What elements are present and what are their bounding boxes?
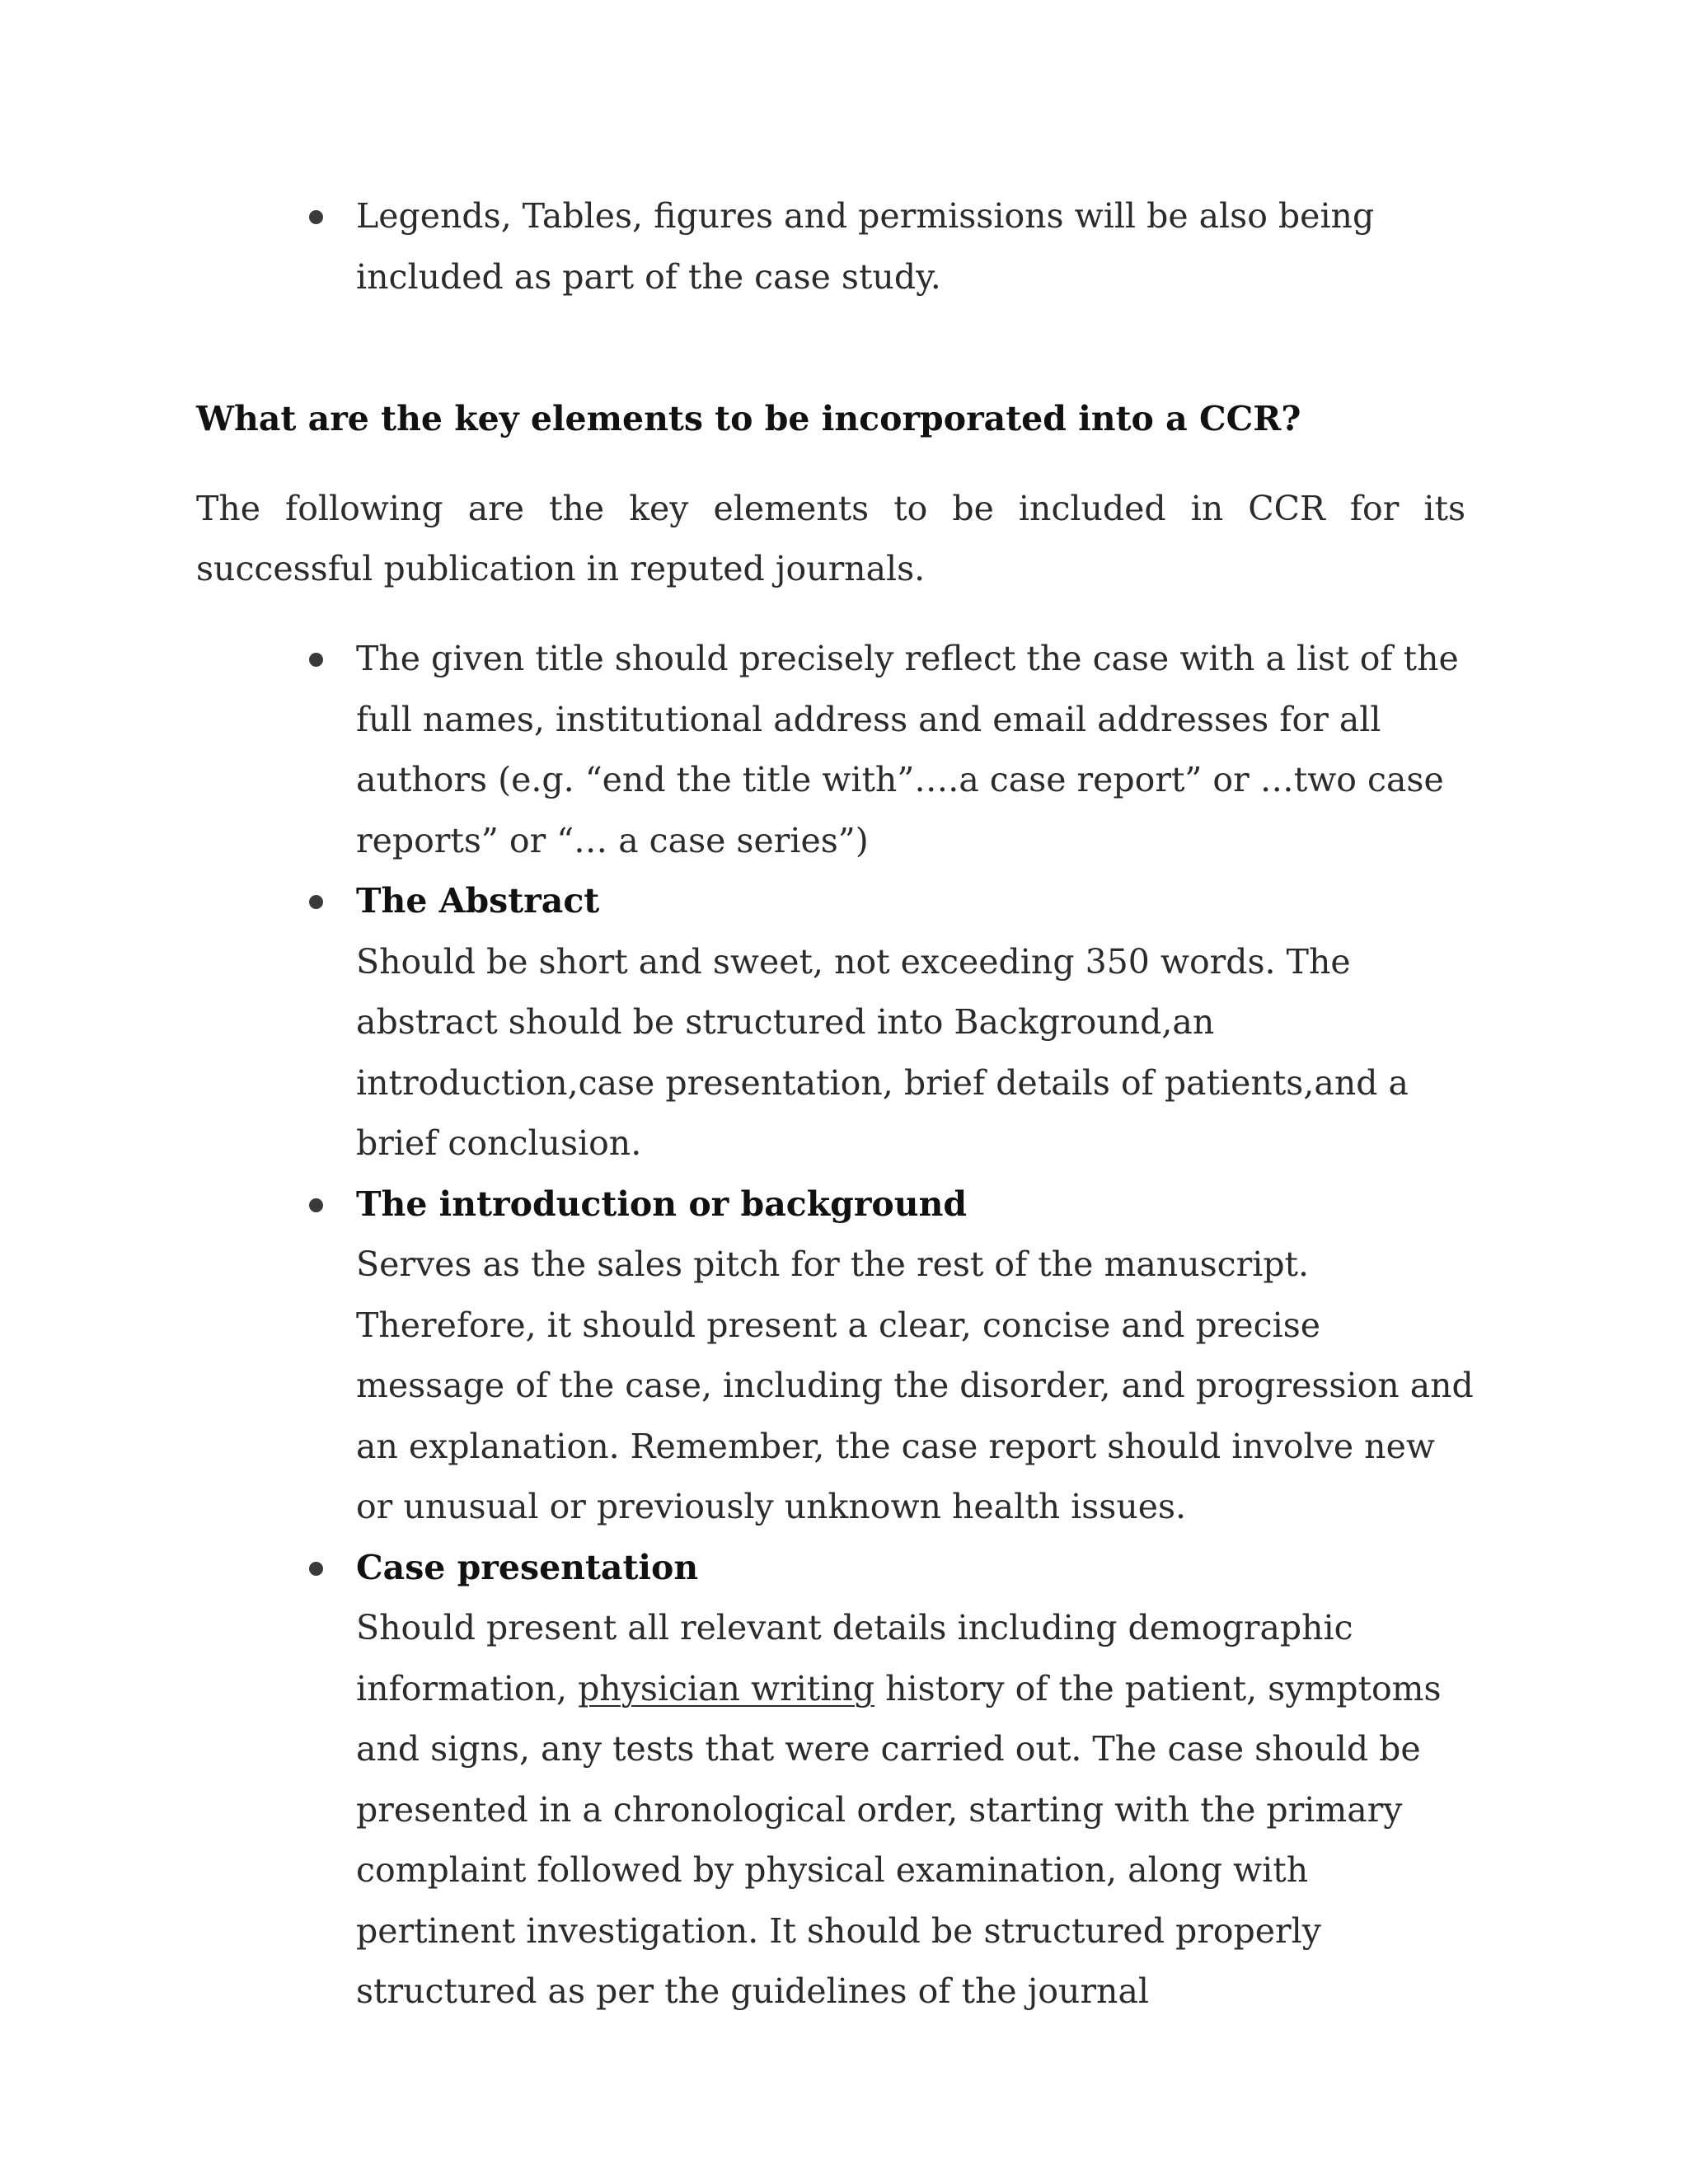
bullet-icon <box>309 210 323 224</box>
bullet-icon <box>309 1198 323 1212</box>
list-item-abstract <box>356 871 1477 1174</box>
body-suffix: history of the patient, symptoms and signs, any tests that were carried out. The case should be presented in a chronological order, starting with the primary complaint followed by physical examination, along with pertinent investigation. It should be structured properly structured as per the guidelines of the journal <box>356 1668 1442 2011</box>
key-elements-list <box>356 629 1477 2022</box>
intro-paragraph: The following are the key elements to be included in CCR for its successful publication in reputed journals. <box>196 489 1465 588</box>
list-item-heading: The Abstract <box>356 881 600 921</box>
list-item-case-presentation <box>356 1538 1477 2022</box>
section-heading: What are the key elements to be incorporated into a CCR? <box>196 399 1301 438</box>
list-item-heading: Case presentation <box>356 1547 699 1587</box>
list-item-title <box>356 629 1477 871</box>
physician-writing-link[interactable]: physician writing <box>578 1668 875 1708</box>
body-prefix: Should present all relevant details including demographic information, <box>356 1608 1353 1708</box>
bullet-icon <box>309 1562 323 1576</box>
list-item-text <box>356 1598 1477 2022</box>
list-item-text: Legends, Tables, figures and permissions will be also being included as part of the case study. <box>356 196 1375 297</box>
list-item-introduction <box>356 1174 1477 1538</box>
bullet-icon <box>309 895 323 909</box>
list-item-text: Should be short and sweet, not exceeding 350 words. The abstract should be structured into Background,an introduction,case presentation, brief details of patients,and a brief conclusion. <box>356 941 1409 1163</box>
list-item <box>356 186 1477 307</box>
bullet-icon <box>309 653 323 667</box>
top-bullet-list <box>356 186 1477 307</box>
list-item-text: Serves as the sales pitch for the rest of the manuscript. Therefore, it should present a clear, concise and precise message of the case, including the disorder, and progression and an explanation. Remember, the case report should involve new or unusual or previously unknown health issues. <box>356 1244 1474 1526</box>
list-item-heading: The introduction or background <box>356 1183 968 1224</box>
list-item-text: The given title should precisely reflect the case with a list of the full names, institutional address and email addresses for all authors (e.g. “end the title with”….a case report” or …two case reports” or “… a case series”) <box>356 639 1459 860</box>
